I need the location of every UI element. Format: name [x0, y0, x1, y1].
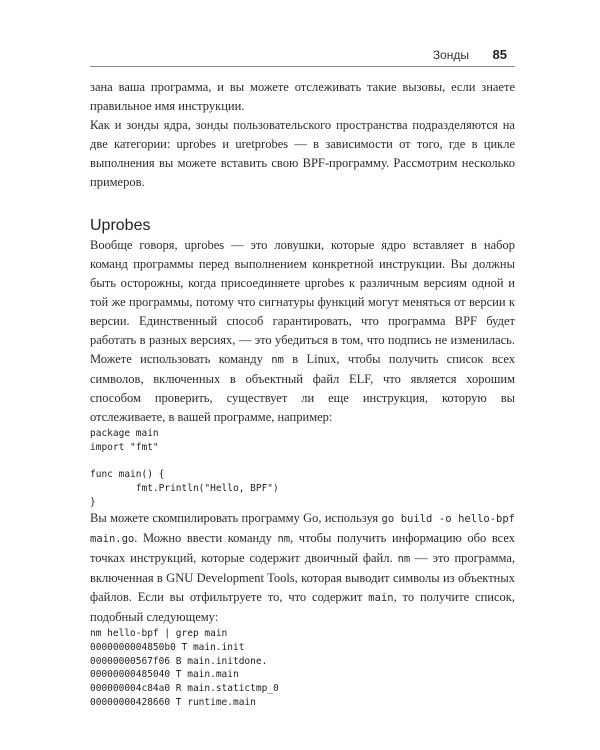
- code-line: [90, 454, 515, 468]
- section-heading-uprobes: Uprobes: [90, 217, 151, 234]
- inline-code-nm: nm: [277, 533, 291, 546]
- paragraph-compile-and-nm: [90, 509, 515, 627]
- code-line: }: [90, 496, 96, 508]
- text-run: Вообще говоря, uprobes — это ловушки, которые ядро вставляет в набор команд программы перед выполнением конкретной инструкции. Вы должны быть осторожны, когда присоединяете uprobes к различным версиям одной и той же программы, потому что сигнатуры функций могут меняться от версии к версии. Единственный способ гарантировать, что программа BPF будет работать в разных версиях, — это убедиться в том, что подпись не изменилась. Можете использовать команду: [90, 238, 515, 366]
- running-header-section-title: Зонды: [432, 48, 469, 62]
- paragraph-uprobes-intro: [90, 236, 515, 427]
- paragraph-continuation: зана ваша программа, и вы можете отслеживать такие вызовы, если знаете правильное имя инструкции.: [90, 80, 515, 113]
- code-line: 00000000428660 T runtime.main: [90, 696, 256, 708]
- code-line: 0000000004850b0 T main.init: [90, 641, 245, 653]
- code-line: 000000004c84a0 R main.statictmp_0: [90, 683, 279, 695]
- header-divider: [90, 66, 515, 67]
- inline-code-nm: nm: [397, 553, 411, 566]
- text-run: в Linux, чтобы получить список всех символов, включенных в объектный файл ELF, что является хорошим способом проверить, существует ли еще инструкция, которую вы отслеживаете, в вашей программе, например:: [90, 352, 516, 424]
- page-content: [90, 78, 515, 709]
- paragraph-probe-categories: Как и зонды ядра, зонды пользовательского пространства подразделяются на две категории: uprobes и uretprobes — в зависимости от того, где в цикле выполнения вы можете вставить свою BPF-программу. Рассмотрим несколько примеров.: [90, 118, 515, 189]
- inline-code-go-build: go build -o hello-bpf main.go: [90, 513, 515, 546]
- code-line: nm hello-bpf | grep main: [90, 628, 228, 640]
- code-line: 00000000485040 T main.main: [90, 669, 239, 681]
- text-run: , то получите список, подобный следующему:: [90, 590, 515, 625]
- page-number: 85: [492, 47, 507, 62]
- code-line: fmt.Println("Hello, BPF"): [90, 482, 279, 494]
- text-run: . Можно ввести команду: [134, 531, 278, 546]
- text-run: Вы можете скомпилировать программу Go, используя: [90, 511, 382, 526]
- code-line: package main: [90, 428, 159, 439]
- text-run: , чтобы получить информацию обо всех точках инструкций, которые содержит двоичный файл.: [90, 531, 515, 566]
- running-header: [90, 47, 515, 65]
- code-block-go-program: [90, 427, 515, 509]
- inline-code-main: main: [368, 592, 394, 605]
- text-run: — это программа, включенная в GNU Development Tools, которая выводит символы из объектных файлов. Если вы отфильтруете то, что содержит: [90, 551, 515, 605]
- code-line: func main() {: [90, 469, 165, 481]
- code-line: 00000000567f06 B main.initdone.: [90, 655, 268, 667]
- code-block-nm-output: [90, 627, 515, 709]
- code-line: import "fmt": [90, 441, 159, 453]
- inline-code-nm: nm: [271, 354, 284, 366]
